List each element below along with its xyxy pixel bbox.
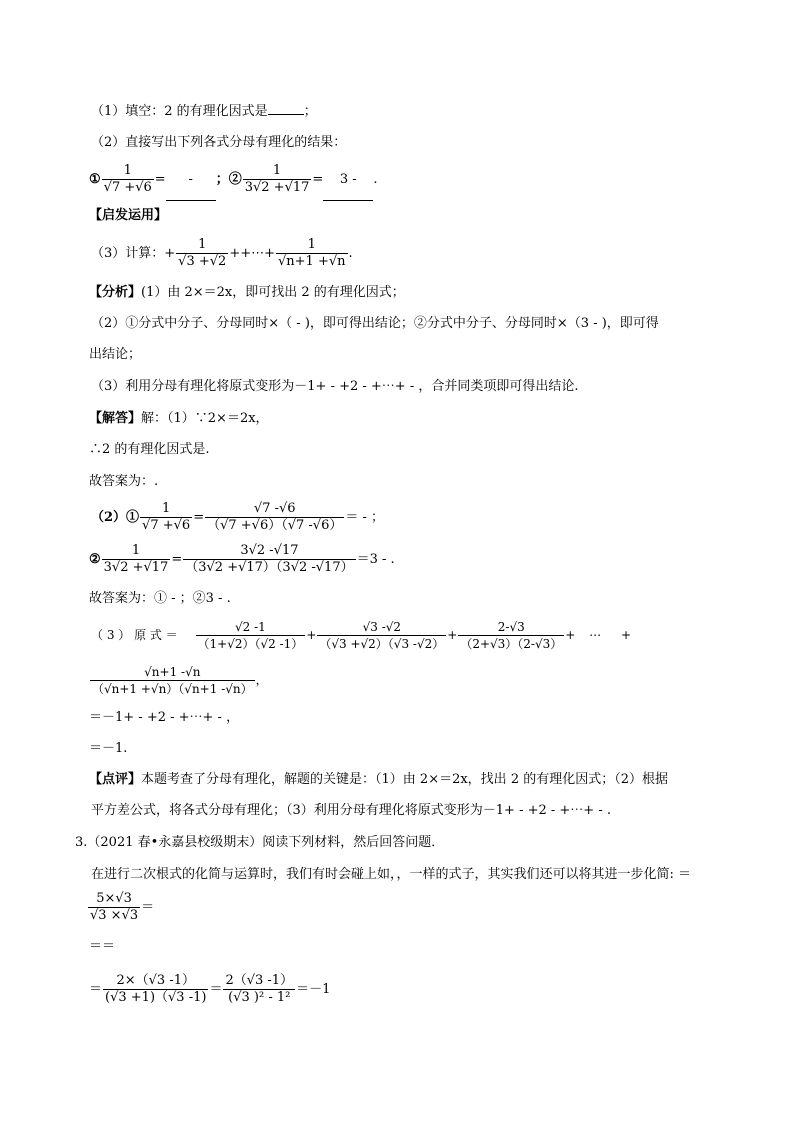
- question-part-1: （1）填空：2 的有理化因式是 ；: [91, 104, 317, 119]
- solution-line-9: ＝－1+ - +2 - +⋯+ - ，: [89, 710, 240, 725]
- solution-line-8: $\frac{√n+1 -√n}{(√n+1 +√n)(√n+1 -√n)}$ ，: [92, 665, 268, 696]
- solution-line-3: 故答案为：.: [89, 474, 159, 489]
- comment-line-2: 平方差公式，将各式分母有理化；（3）利用分母有理化将原式变形为－1+ - +2 - +⋯+ - .: [91, 803, 611, 818]
- rationalize-line: ① $\frac{1}{√7 +√6}$ =-；② $\frac{1}{3√2 +√17}$ = 3 -.: [89, 160, 377, 201]
- question-part-2: （2）直接写出下列各式分母有理化的结果：: [91, 135, 347, 150]
- solution-line-10: ＝－1.: [89, 741, 128, 756]
- question-3-title: 3.（2021 春•永嘉县校级期末）阅读下列材料，然后回答问题．: [75, 835, 445, 850]
- solution-line-5: ② $\frac{1}{3√2 +√17}$ = $\frac{3√2 -√17}{(3√2 +√17)(3√2 -√17)}$ ＝3 - .: [89, 543, 395, 575]
- solution-line-2: ∴2 的有理化因式是.: [89, 442, 210, 457]
- fraction: $\frac{√3 -√2}{(√3 +√2)(√3 -√2)}$: [319, 620, 445, 651]
- analysis-line-4: （3）利用分母有理化将原式变形为－1+ - +2 - +⋯+ - ，合并同类项即可得出结论.: [91, 379, 579, 394]
- fraction: $\frac{5\times√3}{√3 \times√3}$: [90, 891, 139, 923]
- analysis-line-2: （2）①分式中分子、分母同时×（ - )，即可得出结论；②分式中分子、分母同时×（3 - )，即可得: [91, 316, 659, 331]
- fraction: $\frac{2-√3}{(2+√3)(2-√3)}$: [460, 620, 563, 651]
- comment-line-1: 【点评】本题考查了分母有理化，解题的关键是：（1）由 2×＝2x，找出 2 的有理化因式；（2）根据: [89, 772, 668, 787]
- fraction: $\frac{1}{3√2 +√17}$: [244, 163, 310, 195]
- question-3-expr-1: $\frac{5\times√3}{√3 \times√3}$ ＝: [90, 891, 155, 923]
- fraction: $\frac{2\times(√3 -1)}{(√3 +1)(√3 -1)}$: [105, 973, 207, 1005]
- fraction: $\frac{1}{√3 +√2}$: [178, 237, 227, 269]
- fraction: $\frac{√n+1 -√n}{(√n+1 +√n)(√n+1 -√n)}$: [92, 665, 253, 696]
- analysis-line-3: 出结论；: [89, 347, 142, 362]
- question-part-3: （3）计算：+ $\frac{1}{√3 +√2}$ ++⋯+ $\frac{1}{√n+1 +√n}$ .: [91, 237, 353, 269]
- solution-line-1: 【解答】解：（1）∵2×＝2x，: [89, 411, 269, 426]
- analysis-line-1: 【分析】(1）由 2×＝2x，即可找出 2 的有理化因式；: [89, 285, 405, 300]
- fraction: $\frac{2(√3 -1)}{\text{(√3 )² - 1²}}$: [225, 973, 294, 1005]
- fraction: $\frac{1}{√7 +√6}$: [142, 501, 191, 533]
- section-heading: 【启发运用】: [89, 208, 168, 223]
- fraction: $\frac{√2 -1}{(1+√2)(√2 -1)}$: [197, 620, 304, 651]
- question-3-expr-3: ＝ $\frac{2\times(√3 -1)}{(√3 +1)(√3 -1)}$ ＝ $\frac{2(√3 -1)}{\text{(√3 )² - 1²}}$ ＝－1: [89, 973, 331, 1005]
- question-3-text: 在进行二次根式的化简与运算时，我们有时会碰上如，，一样的式子，其实我们还可以将其进一步化简: ＝: [91, 867, 692, 882]
- solution-line-6: 故答案为：① - ；②3 - .: [89, 591, 231, 606]
- fraction: $\frac{√7 -√6}{(√7 +√6)(√7 -√6)}$: [207, 501, 343, 533]
- fraction: $\frac{1}{√7 +√6}$: [103, 163, 152, 195]
- solution-line-7: （ 3 ） 原 式 ＝ $\frac{√2 -1}{(1+√2)(√2 -1)}$ + $\frac{√3 -√2}{(√3 +√2)(√3 -√2)}$ + $\frac{2-√3}{(2+√3)(2-√3)}$ + ⋯ +: [91, 620, 632, 651]
- fraction: $\frac{1}{3√2 +√17}$: [103, 543, 169, 575]
- blank: [268, 102, 304, 115]
- question-3-expr-2: ＝＝: [89, 939, 116, 954]
- fraction: $\frac{3√2 -√17}{(3√2 +√17)(3√2 -√17)}$: [185, 543, 354, 575]
- fraction: $\frac{1}{√n+1 +√n}$: [278, 237, 346, 269]
- solution-line-4: （2）① $\frac{1}{√7 +√6}$ = $\frac{√7 -√6}{(√7 +√6)(√7 -√6)}$ ＝ - ；: [91, 501, 385, 533]
